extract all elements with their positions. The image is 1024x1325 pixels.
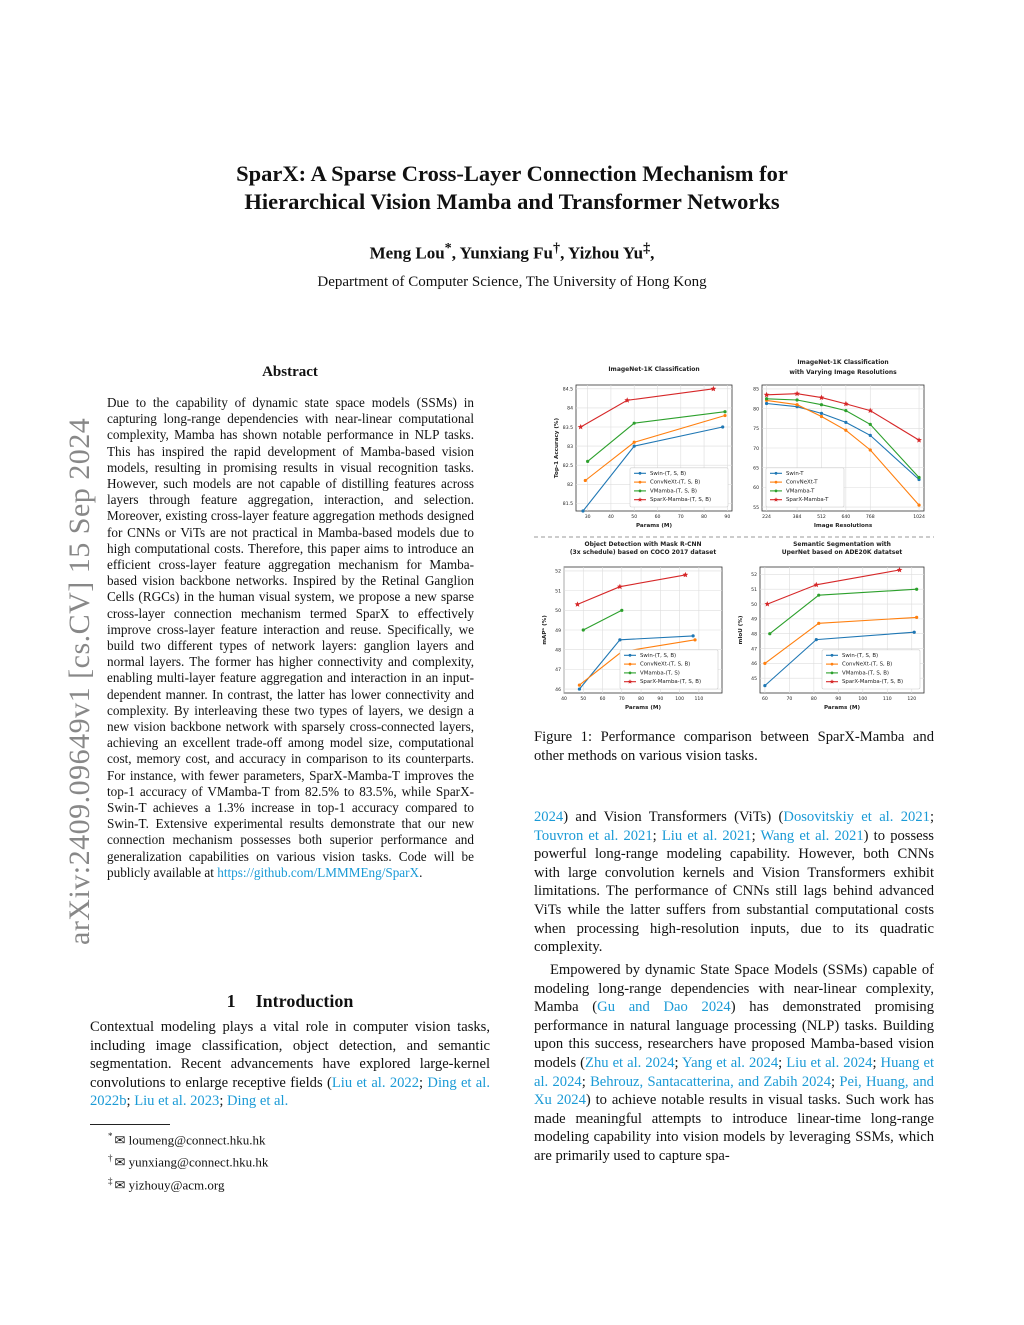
legend-label: ConvNeXt-(T, S, B): [650, 479, 701, 486]
legend-marker: [639, 472, 642, 475]
chart-title: with Varying Image Resolutions: [789, 369, 897, 376]
arxiv-stamp: [33, 355, 96, 945]
legend-label: Swin-(T, S, B): [650, 470, 687, 477]
author-name: Yunxiang Fu: [459, 243, 554, 263]
legend-label: ConvNeXt-T: [786, 479, 818, 486]
y-tick-label: 82: [567, 483, 573, 489]
data-point: [768, 632, 771, 635]
abstract-text: Due to the capability of dynamic state space models (SSMs) in capturing long-range dependencies with near-linear computational complexity, Mamba has shown notable performance in NLP tasks. This has inspired the rapid development of Mamba-based vision models, resulting in promising results in visual recognition tasks. However, such models are not capable of distilling features across layers through feature aggregation, interaction, and selection. Moreover, existing cross-layer feature aggregation methods designed for CNNs or ViTs are not practical in Mamba-based models due to high computational costs. Therefore, this paper aims to introduce an efficient cross-layer feature aggregation mechanism for Mamba-based vision backbone networks. Inspired by the Retinal Ganglion Cells (RGCs) in the human visual system, we propose a new sparse cross-layer connection mechanism termed SparX to effectively improve cross-layer feature interaction and reuse. Specifically, we build two different types of network layers: ganglion layers and normal layers. The former has higher connectivity and complexity, enabling multi-layer feature aggregation and interaction in an input-dependent manner. In contrast, the latter has lower connectivity and complexity. By interleaving these two types of layers, we design a new vision backbone network with sparsely cross-connected layers, achieving an excellent trade-off among model size, computational cost, memory cost, and accuracy in comparison to its counterparts. For instance, with fewer parameters, SparX-Mamba-T improves the top-1 accuracy of VMamba-T from 82.5% to 83.5%, while SparX-Swin-T achieves a 1.3% increase in top-1 accuracy compared to Swin-T. Extensive experimental results demonstrate that our new connection mechanism possesses both superior performance and generalization capabilities on various vision tasks. Code will be publicly available at: [107, 395, 474, 880]
abstract-end: .: [419, 864, 423, 880]
chart-title: UperNet based on ADE20K datatset: [781, 549, 903, 556]
legend-marker: [831, 654, 834, 657]
citation-link[interactable]: Behrouz, Santacatterina, and Zabih 2024: [590, 1073, 832, 1090]
body-text: ) and Vision Transformers (ViTs) (: [563, 809, 784, 825]
y-tick-label: 84: [567, 406, 573, 412]
section-heading: [90, 991, 490, 1012]
footnote: [108, 1149, 268, 1171]
footnote-email: loumeng@connect.hku.hk: [128, 1132, 266, 1148]
x-tick-label: 30: [584, 515, 591, 520]
data-point: [618, 638, 621, 641]
data-point: [844, 421, 847, 424]
citation-link[interactable]: 2024: [534, 809, 564, 825]
data-point: [582, 628, 585, 631]
x-tick-label: 90: [657, 697, 664, 702]
data-point: [584, 479, 587, 482]
legend-label: Swin-T: [786, 470, 804, 477]
x-tick-label: 100: [675, 697, 685, 702]
abstract-heading: Abstract: [262, 364, 318, 380]
separator: ;: [126, 1093, 135, 1110]
legend-marker: [775, 490, 778, 493]
intro-paragraph: [90, 1018, 490, 1111]
citation-link[interactable]: Liu et al. 2023: [134, 1093, 220, 1110]
x-tick-label: 90: [724, 515, 731, 520]
data-point-star: [711, 386, 717, 391]
y-tick-label: 85: [753, 387, 759, 393]
author-list: Meng Lou*, Yunxiang Fu†, Yizhou Yu‡,: [369, 240, 655, 263]
y-tick-label: 84.5: [562, 387, 573, 393]
separator: ;: [219, 1093, 228, 1110]
figure-caption: Figure 1: Performance comparison between SparX-Mamba and other methods on various vision tasks.: [534, 729, 934, 764]
x-tick-label: 60: [654, 515, 661, 520]
paper-title: [0, 160, 1024, 216]
legend-marker: [629, 654, 632, 657]
separator: ;: [419, 1074, 428, 1091]
data-point: [820, 403, 823, 406]
footnote-email: yizhouy@acm.org: [128, 1176, 225, 1192]
y-tick-label: 51: [555, 589, 561, 595]
data-point: [795, 403, 798, 406]
y-tick-label: 82.5: [562, 463, 573, 469]
chart-title: ImageNet-1K Classification: [608, 366, 700, 373]
data-point: [633, 441, 636, 444]
y-tick-label: 65: [753, 466, 759, 472]
citation-link[interactable]: Huang et al. 2024: [534, 1054, 935, 1090]
citation-link[interactable]: Zhu et al. 2024: [585, 1054, 675, 1071]
y-tick-label: 47: [555, 668, 561, 674]
footnote-email: yunxiang@connect.hku.hk: [128, 1154, 269, 1170]
x-tick-label: 80: [810, 697, 817, 702]
separator: ;: [778, 1054, 787, 1071]
series-line: [578, 575, 686, 605]
legend-marker: [639, 490, 642, 493]
body-paragraph: [534, 808, 934, 957]
envelope-icon: ✉: [114, 1154, 126, 1170]
citation-link[interactable]: Dosovitskiy et al. 2021: [783, 809, 930, 825]
x-tick-label: 60: [761, 697, 768, 702]
section-number: 1: [226, 991, 236, 1011]
legend-marker: [629, 672, 632, 675]
author-name: Yizhou Yu: [567, 243, 644, 263]
legend-label: SparX-Mamba-T: [786, 497, 829, 504]
data-point: [763, 662, 766, 665]
citation-link[interactable]: Yang et al. 2024: [682, 1054, 779, 1071]
data-point: [691, 634, 694, 637]
title-line-1: SparX: A Sparse Cross-Layer Connection Mechanism for: [236, 161, 788, 186]
footnote: [108, 1172, 268, 1194]
body-paragraph: [534, 961, 934, 1166]
x-tick-label: 80: [701, 515, 707, 520]
footnote-mark: †: [108, 1153, 113, 1164]
y-tick-label: 50: [751, 602, 757, 608]
x-tick-label: 1024: [913, 515, 925, 520]
intro-text: Contextual modeling plays a vital role in computer vision tasks, including image classification, object detection, and semantic segmentation. Recent advancements have explored large-kernel convolutions to enlarge receptive fields (: [90, 1019, 490, 1091]
y-axis-label: mAPᵇ (%): [542, 615, 548, 645]
data-point: [723, 414, 726, 417]
y-tick-label: 48: [555, 648, 561, 654]
data-point: [913, 631, 916, 634]
y-tick-label: 80: [753, 407, 759, 413]
y-tick-label: 46: [751, 662, 757, 668]
data-point: [633, 444, 636, 447]
chart-title: (3x schedule) based on COCO 2017 dataset: [569, 549, 717, 556]
legend-label: VMamba-(T, S, B): [842, 670, 890, 677]
separator: ;: [831, 1073, 840, 1090]
data-point: [917, 503, 920, 506]
separator: ;: [674, 1054, 683, 1071]
separator: ;: [751, 827, 761, 844]
data-point: [581, 509, 584, 512]
affiliation: Department of Computer Science, The University of Hong Kong: [317, 274, 707, 290]
series-line: [767, 399, 919, 478]
body-text: ) has demonstrated promising performance in natural language processing (NLP) tasks. Building upon this success, researchers have proposed Mamba-based vision models (: [534, 999, 934, 1071]
x-axis-label: Image Resolutions: [813, 523, 873, 529]
data-point: [765, 397, 768, 400]
legend-marker: [775, 472, 778, 475]
data-point: [817, 594, 820, 597]
data-point: [815, 638, 818, 641]
data-point: [844, 429, 847, 432]
x-tick-label: 50: [580, 697, 587, 702]
y-tick-label: 51: [751, 588, 757, 594]
chart-title: Object Detection with Mask R-CNN: [584, 541, 702, 548]
author-mark: †: [553, 240, 561, 256]
x-axis-label: Params (M): [635, 523, 673, 529]
legend-label: Swin-(T, S, B): [842, 652, 879, 659]
series-line: [767, 394, 919, 440]
y-axis-label: Top-1 Accuracy (%): [554, 417, 560, 479]
data-point: [633, 422, 636, 425]
data-point: [817, 622, 820, 625]
data-point: [820, 412, 823, 415]
footnote-mark: ‡: [108, 1175, 113, 1186]
data-point: [844, 409, 847, 412]
body-text: Empowered by dynamic State Space Models (SSMs) capable of modeling long-range dependencies with near-linear complexity, Mamba (: [534, 962, 934, 1016]
series-line: [767, 570, 899, 604]
envelope-icon: ✉: [114, 1176, 126, 1192]
data-point-star: [575, 601, 581, 606]
y-tick-label: 83: [567, 444, 573, 450]
x-tick-label: 60: [599, 697, 606, 702]
data-point: [620, 609, 623, 612]
separator: ;: [652, 827, 662, 844]
y-tick-label: 49: [751, 617, 757, 623]
code-link[interactable]: https://github.com/LMMMEng/SparX: [217, 864, 420, 880]
data-point: [723, 410, 726, 413]
data-point: [869, 448, 872, 451]
y-tick-label: 49: [555, 628, 561, 634]
x-tick-label: 70: [677, 515, 684, 520]
author-mark: *: [444, 240, 452, 256]
citation-link[interactable]: Liu et al. 2021: [661, 827, 752, 844]
data-point: [578, 684, 581, 687]
x-tick-label: 640: [841, 515, 851, 520]
x-tick-label: 384: [792, 515, 802, 520]
y-tick-label: 48: [751, 632, 757, 638]
legend-label: SparX-Mamba-(T, S, B): [640, 679, 702, 686]
y-tick-label: 46: [555, 687, 561, 693]
series-line: [770, 589, 917, 634]
data-point-star: [683, 572, 689, 577]
abstract-body: [107, 395, 474, 881]
footnote: [108, 1127, 268, 1149]
y-tick-label: 55: [753, 505, 759, 511]
y-tick-label: 52: [555, 569, 561, 575]
author-name: Meng Lou: [369, 243, 445, 263]
body-text: ) to achieve notable results in visual tasks. Such work has made meaningful attempts to introduce linear-time long-range modeling capability into vision models by leveraging SSMs, which are primarily used to capture spa-: [534, 1092, 934, 1164]
data-point: [915, 588, 918, 591]
data-point: [578, 687, 581, 690]
data-point: [820, 415, 823, 418]
legend-label: ConvNeXt-(T, S, B): [640, 661, 691, 668]
x-tick-label: 768: [865, 515, 875, 520]
legend-label: VMamba-(T, S): [640, 670, 680, 677]
x-tick-label: 40: [561, 697, 567, 702]
x-tick-label: 110: [694, 697, 704, 702]
separator: ;: [872, 1054, 881, 1071]
x-tick-label: 50: [631, 515, 638, 520]
y-tick-label: 50: [555, 609, 561, 615]
title-line-2: Hierarchical Vision Mamba and Transformer Networks: [244, 189, 780, 214]
separator: ;: [929, 809, 934, 825]
series-line: [588, 412, 725, 462]
data-point-star: [813, 582, 819, 587]
data-point: [795, 398, 798, 401]
envelope-icon: ✉: [114, 1132, 126, 1148]
legend-label: SparX-Mamba-(T, S, B): [650, 497, 712, 504]
legend-marker: [831, 663, 834, 666]
citation-link[interactable]: Wang et al. 2021: [760, 827, 864, 844]
x-tick-label: 40: [607, 515, 614, 520]
legend-marker: [831, 672, 834, 675]
legend-label: VMamba-(T, S, B): [650, 488, 698, 495]
legend-label: SparX-Mamba-(T, S, B): [842, 679, 904, 686]
y-tick-label: 83.5: [562, 425, 573, 431]
arxiv-stamp-text: arXiv:2409.09649v1 [cs.CV] 15 Sep 2024: [63, 417, 96, 945]
data-point: [869, 423, 872, 426]
y-tick-label: 60: [753, 486, 759, 492]
x-tick-label: 70: [786, 697, 793, 702]
data-point: [721, 425, 724, 428]
data-point: [763, 684, 766, 687]
data-point-star: [765, 601, 771, 606]
chart-title: ImageNet-1K Classification: [797, 359, 889, 366]
citation-link[interactable]: Touvron et al. 2021: [534, 827, 653, 844]
body-text: ) to possess powerful long-range modeling capability. However, both CNNs with large convolution kernels and Vision Transformers exhibit limitations. The performance of CNNs still lags behind advanced ViTs while the latter suffers from substantial computational costs when processing high-resolution inputs, due to its quadratic complexity.: [534, 827, 934, 956]
y-tick-label: 75: [753, 427, 759, 433]
data-point: [869, 434, 872, 437]
data-point: [765, 402, 768, 405]
data-point: [693, 638, 696, 641]
section-title: Introduction: [255, 991, 354, 1011]
data-point: [915, 616, 918, 619]
y-tick-label: 52: [751, 573, 757, 579]
x-axis-label: Params (M): [823, 705, 861, 711]
y-tick-label: 47: [751, 647, 757, 653]
y-tick-label: 81.5: [562, 502, 573, 508]
x-tick-label: 120: [907, 697, 917, 702]
x-tick-label: 90: [835, 697, 842, 702]
separator: ;: [581, 1073, 591, 1090]
citation-link[interactable]: Liu et al. 2024: [786, 1054, 873, 1071]
footnote-rule: [90, 1124, 170, 1125]
chart-title: Semantic Segmentation with: [793, 541, 891, 548]
data-point-star: [897, 567, 903, 572]
x-tick-label: 224: [762, 515, 771, 520]
citation-link[interactable]: Gu and Dao 2024: [597, 999, 731, 1016]
author-mark: ‡: [643, 240, 651, 256]
x-tick-label: 80: [638, 697, 645, 702]
x-tick-label: 70: [618, 697, 625, 702]
x-tick-label: 110: [882, 697, 892, 702]
x-axis-label: Params (M): [624, 705, 662, 711]
citation-link[interactable]: Liu et al. 2022: [331, 1074, 420, 1091]
y-axis-label: mIoU (%): [738, 615, 744, 645]
x-tick-label: 512: [817, 515, 826, 520]
citation-link[interactable]: Ding et al. 2022b: [90, 1074, 490, 1110]
y-tick-label: 70: [753, 446, 759, 452]
legend-label: VMamba-T: [786, 488, 815, 495]
data-point: [586, 460, 589, 463]
legend-label: Swin-(T, S, B): [640, 652, 677, 659]
legend-label: ConvNeXt-(T, S, B): [842, 661, 893, 668]
data-point-star: [578, 424, 584, 429]
citation-link[interactable]: Pei, Huang, and Xu 2024: [534, 1073, 934, 1109]
legend-marker: [629, 663, 632, 666]
y-tick-label: 45: [751, 676, 757, 682]
legend-marker: [775, 481, 778, 484]
citation-link[interactable]: Ding et al.: [227, 1093, 289, 1110]
figure-1: [534, 355, 934, 720]
footnote-mark: *: [108, 1131, 113, 1141]
figure-charts: [534, 355, 934, 720]
legend-marker: [639, 481, 642, 484]
data-point: [917, 476, 920, 479]
footnotes: [108, 1127, 268, 1194]
x-tick-label: 100: [858, 697, 868, 702]
